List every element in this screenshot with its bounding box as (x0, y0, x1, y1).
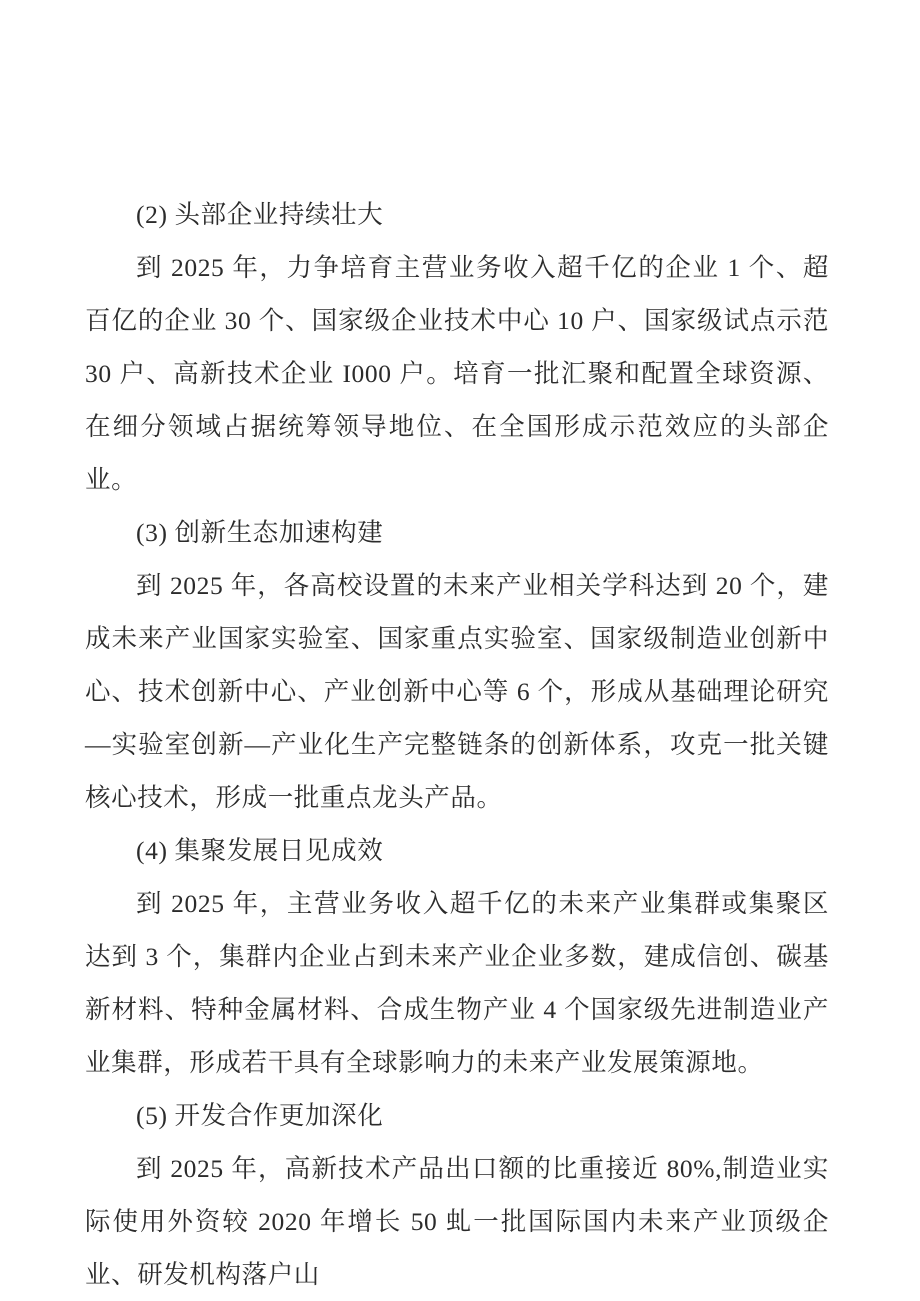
section-heading-2: (2) 头部企业持续壮大 (136, 200, 384, 229)
document-text-body (85, 188, 829, 1301)
section-paragraph-5: 到 2025 年，高新技术产品出口额的比重接近 80%,制造业实际使用外资较 2020 年增长 50 虬一批国际国内未来产业顶级企业、研发机构落户山 (85, 1154, 829, 1289)
section-heading-3: (3) 创新生态加速构建 (136, 518, 384, 547)
section-paragraph-2: 到 2025 年，力争培育主营业务收入超千亿的企业 1 个、超百亿的企业 30 个、国家级企业技术中心 10 户、国家级试点示范 30 户、高新技术企业 I000 户。培育一批汇聚和配置全球资源、在细分领域占据统筹领导地位、在全国形成示范效应的头部企业。 (85, 253, 829, 494)
section-paragraph-4: 到 2025 年，主营业务收入超千亿的未来产业集群或集聚区达到 3 个，集群内企业占到未来产业企业多数，建成信创、碳基新材料、特种金属材料、合成生物产业 4 个国家级先进制造业产业集群，形成若干具有全球影响力的未来产业发展策源地。 (85, 889, 829, 1077)
section-heading-5: (5) 开发合作更加深化 (136, 1101, 384, 1130)
section-paragraph-3: 到 2025 年，各高校设置的未来产业相关学科达到 20 个，建成未来产业国家实验室、国家重点实验室、国家级制造业创新中心、技术创新中心、产业创新中心等 6 个，形成从基础理论研究—实验室创新—产业化生产完整链条的创新体系，攻克一批关键核心技术，形成一批重点龙头产品。 (85, 571, 829, 812)
section-heading-4: (4) 集聚发展日见成效 (136, 836, 384, 865)
